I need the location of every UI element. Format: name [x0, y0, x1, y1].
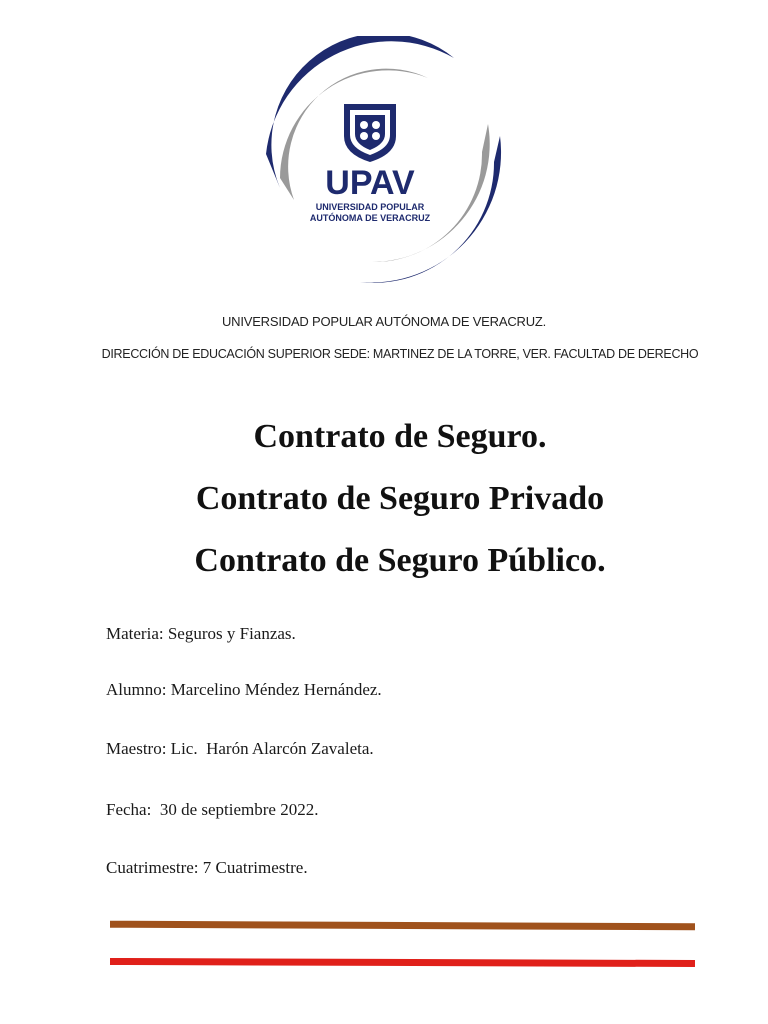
logo-wordmark: UPAV [325, 164, 415, 202]
direction-line: DIRECCIÓN DE EDUCACIÓN SUPERIOR SEDE: MARTINEZ DE LA TORRE, VER. FACULTAD DE DERECHO [101, 347, 699, 361]
title-contrato-seguro: Contrato de Seguro. [253, 418, 547, 455]
divider-brown [110, 921, 695, 931]
logo-line1: UNIVERSIDAD POPULAR [315, 202, 425, 212]
field-maestro: Maestro: Lic. Harón Alarcón Zavaleta. [106, 739, 374, 758]
field-cuatrimestre: Cuatrimestre: 7 Cuatrimestre. [106, 858, 308, 877]
field-materia: Materia: Seguros y Fianzas. [106, 624, 296, 643]
logo-line2: AUTÓNOMA DE VERACRUZ [309, 213, 431, 223]
field-alumno: Alumno: Marcelino Méndez Hernández. [106, 680, 382, 699]
divider-red [110, 958, 695, 967]
university-name: UNIVERSIDAD POPULAR AUTÓNOMA DE VERACRUZ. [221, 314, 547, 329]
title-contrato-privado: Contrato de Seguro Privado [195, 480, 605, 517]
title-contrato-publico: Contrato de Seguro Público. [194, 542, 606, 579]
university-logo [232, 36, 512, 288]
field-fecha: Fecha: 30 de septiembre 2022. [106, 800, 319, 819]
